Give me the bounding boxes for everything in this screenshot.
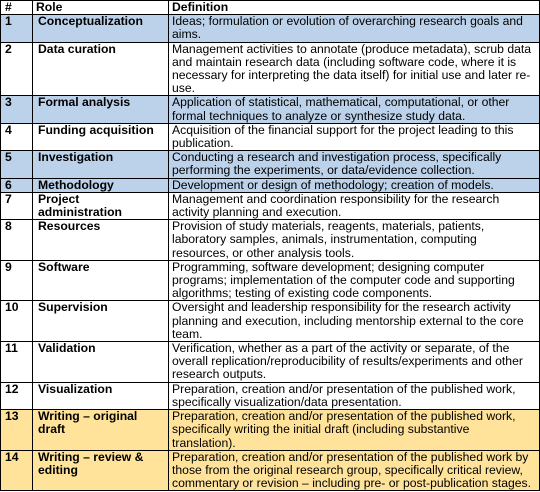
row-role: Methodology [33,178,169,192]
row-role: Writing – original draft [33,410,169,451]
row-definition: Conducting a research and investigation process, specifically performing the experiments, or data/evidence collection. [169,151,540,178]
row-number: 4 [1,123,33,150]
row-number: 12 [1,382,33,409]
row-number: 14 [1,450,33,491]
row-definition: Oversight and leadership responsibility for the research activity planning and execution, including mentorship external to the core team. [169,301,540,342]
row-number: 1 [1,15,33,42]
table-row [1,382,540,409]
table-row [1,15,540,42]
row-role: Project administration [33,192,169,219]
table-row [1,260,540,301]
row-role: Formal analysis [33,96,169,123]
row-definition: Management and coordination responsibility for the research activity planning and execution. [169,192,540,219]
table-row [1,342,540,383]
row-number: 13 [1,410,33,451]
row-number: 3 [1,96,33,123]
table-row [1,192,540,219]
row-role: Writing – review & editing [33,450,169,491]
row-number: 10 [1,301,33,342]
row-role: Software [33,260,169,301]
table-row [1,410,540,451]
row-number: 5 [1,151,33,178]
row-number: 11 [1,342,33,383]
row-number: 9 [1,260,33,301]
row-definition: Preparation, creation and/or presentation of the published work, specifically writing the initial draft (including substantive translation). [169,410,540,451]
row-role: Data curation [33,42,169,96]
row-role: Supervision [33,301,169,342]
table-header-row [1,1,540,15]
row-definition: Verification, whether as a part of the activity or separate, of the overall replication/reproducibility of results/experiments and other research outputs. [169,342,540,383]
row-definition: Acquisition of the financial support for the project leading to this publication. [169,123,540,150]
row-definition: Programming, software development; designing computer programs; implementation of the computer code and supporting algorithms; testing of existing code components. [169,260,540,301]
row-definition: Application of statistical, mathematical, computational, or other formal techniques to analyze or synthesize study data. [169,96,540,123]
row-role: Conceptualization [33,15,169,42]
row-number: 2 [1,42,33,96]
row-definition: Preparation, creation and/or presentation of the published work, specifically visualization/data presentation. [169,382,540,409]
row-number: 6 [1,178,33,192]
row-role: Investigation [33,151,169,178]
header-role: Role [33,1,169,15]
row-role: Visualization [33,382,169,409]
table-row [1,151,540,178]
table-row [1,220,540,261]
table-row [1,301,540,342]
header-definition: Definition [169,1,540,15]
row-role: Funding acquisition [33,123,169,150]
row-role: Resources [33,220,169,261]
row-number: 8 [1,220,33,261]
header-number: # [1,1,33,15]
table-row [1,42,540,96]
table-row [1,96,540,123]
row-role: Validation [33,342,169,383]
table-row [1,450,540,491]
row-definition: Preparation, creation and/or presentation of the published work by those from the original research group, specifically critical review, commentary or revision – including pre- or post-publication stages. [169,450,540,491]
row-definition: Ideas; formulation or evolution of overarching research goals and aims. [169,15,540,42]
row-number: 7 [1,192,33,219]
table-row [1,123,540,150]
row-definition: Development or design of methodology; creation of models. [169,178,540,192]
row-definition: Provision of study materials, reagents, materials, patients, laboratory samples, animals, instrumentation, computing resources, or other analysis tools. [169,220,540,261]
row-definition: Management activities to annotate (produce metadata), scrub data and maintain research data (including software code, where it is necessary for interpreting the data itself) for initial use and later re-use. [169,42,540,96]
table-row [1,178,540,192]
